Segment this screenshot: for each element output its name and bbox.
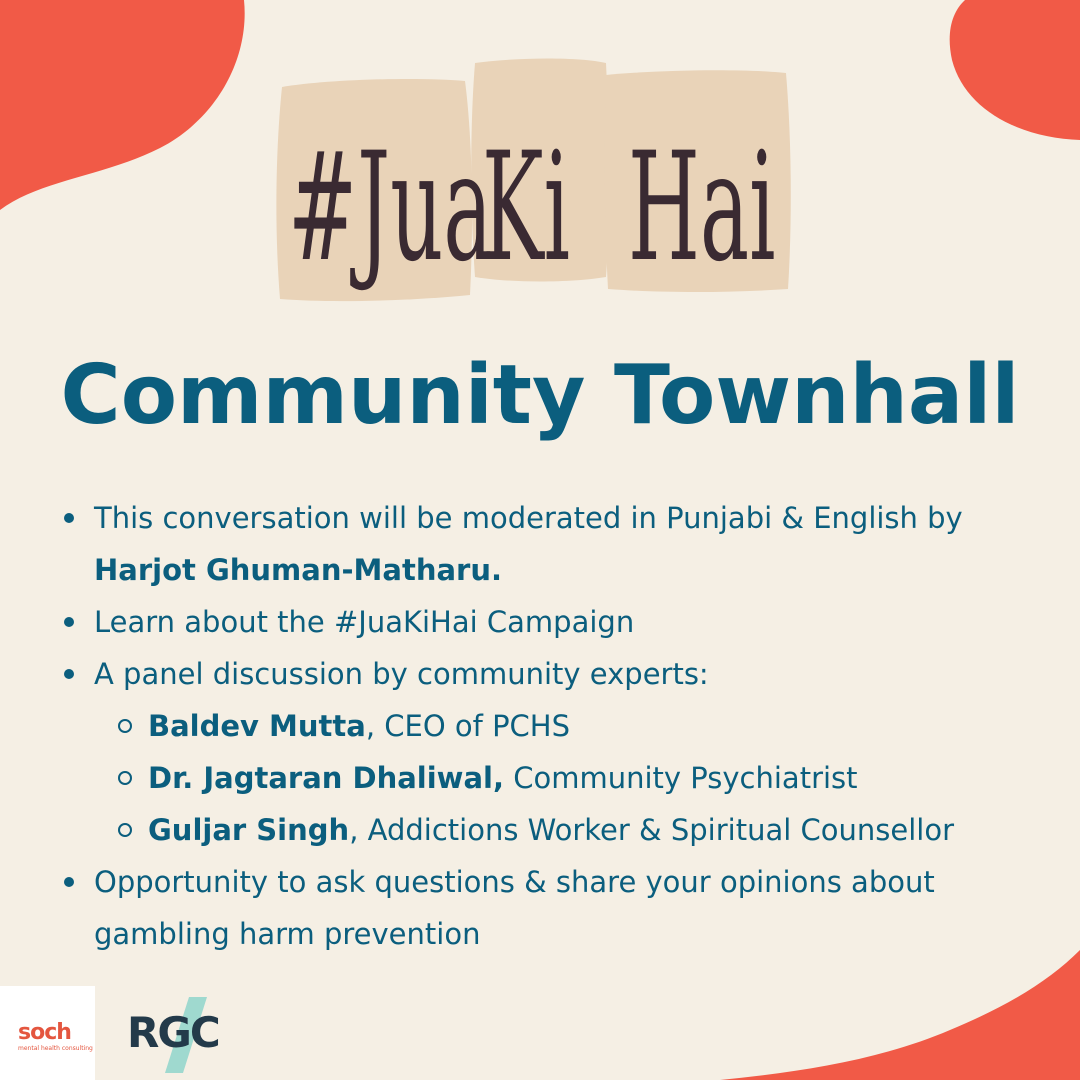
bottom-right-coral-blob	[720, 950, 1080, 1080]
bullet-icon	[64, 877, 74, 887]
top-right-coral-blob	[950, 0, 1080, 140]
campaign-text: Learn about the #JuaKiHai Campaign	[94, 605, 635, 639]
panelist-name: Guljar Singh	[148, 813, 350, 847]
opportunity-text: Opportunity to ask questions & share your opinions about	[94, 865, 935, 899]
panelist-item	[60, 700, 1050, 752]
list-item	[60, 856, 1050, 908]
details-list	[60, 492, 1050, 960]
panelist-item	[60, 804, 1050, 856]
opportunity-text-cont: gambling harm prevention	[94, 917, 481, 951]
panelist-role: Community Psychiatrist	[504, 761, 858, 795]
juakihai-logo	[270, 55, 810, 305]
panelist-item	[60, 752, 1050, 804]
panelist-role: , CEO of PCHS	[365, 709, 571, 743]
panel-text: A panel discussion by community experts:	[94, 657, 709, 691]
logo-word-hai: Hai	[628, 121, 776, 295]
logo-word-jua: #Jua	[288, 121, 493, 295]
bullet-icon	[64, 513, 74, 523]
top-left-coral-blob	[0, 0, 245, 210]
page-title: Community Townhall	[60, 348, 1020, 443]
list-item-continuation	[60, 908, 1050, 960]
sub-bullet-icon	[118, 719, 132, 733]
logo-word-ki: Ki	[482, 121, 571, 295]
panelist-role: , Addictions Worker & Spiritual Counsellor	[349, 813, 954, 847]
sub-bullet-icon	[118, 771, 132, 785]
panelist-name: Baldev Mutta	[148, 709, 366, 743]
panelist-name: Dr. Jagtaran Dhaliwal,	[148, 761, 505, 795]
bullet-icon	[64, 617, 74, 627]
sub-bullet-icon	[118, 823, 132, 837]
moderator-name: Harjot Ghuman-Matharu.	[94, 553, 502, 587]
list-item	[60, 596, 1050, 648]
soch-logo: soch	[18, 1020, 71, 1045]
rgc-logo: RGC	[127, 1008, 219, 1057]
list-item	[60, 492, 1050, 544]
soch-tagline: mental health consulting	[18, 1045, 93, 1052]
moderation-text: This conversation will be moderated in Punjabi & English by	[94, 501, 963, 535]
list-item-continuation	[60, 544, 1050, 596]
bullet-icon	[64, 669, 74, 679]
list-item	[60, 648, 1050, 700]
